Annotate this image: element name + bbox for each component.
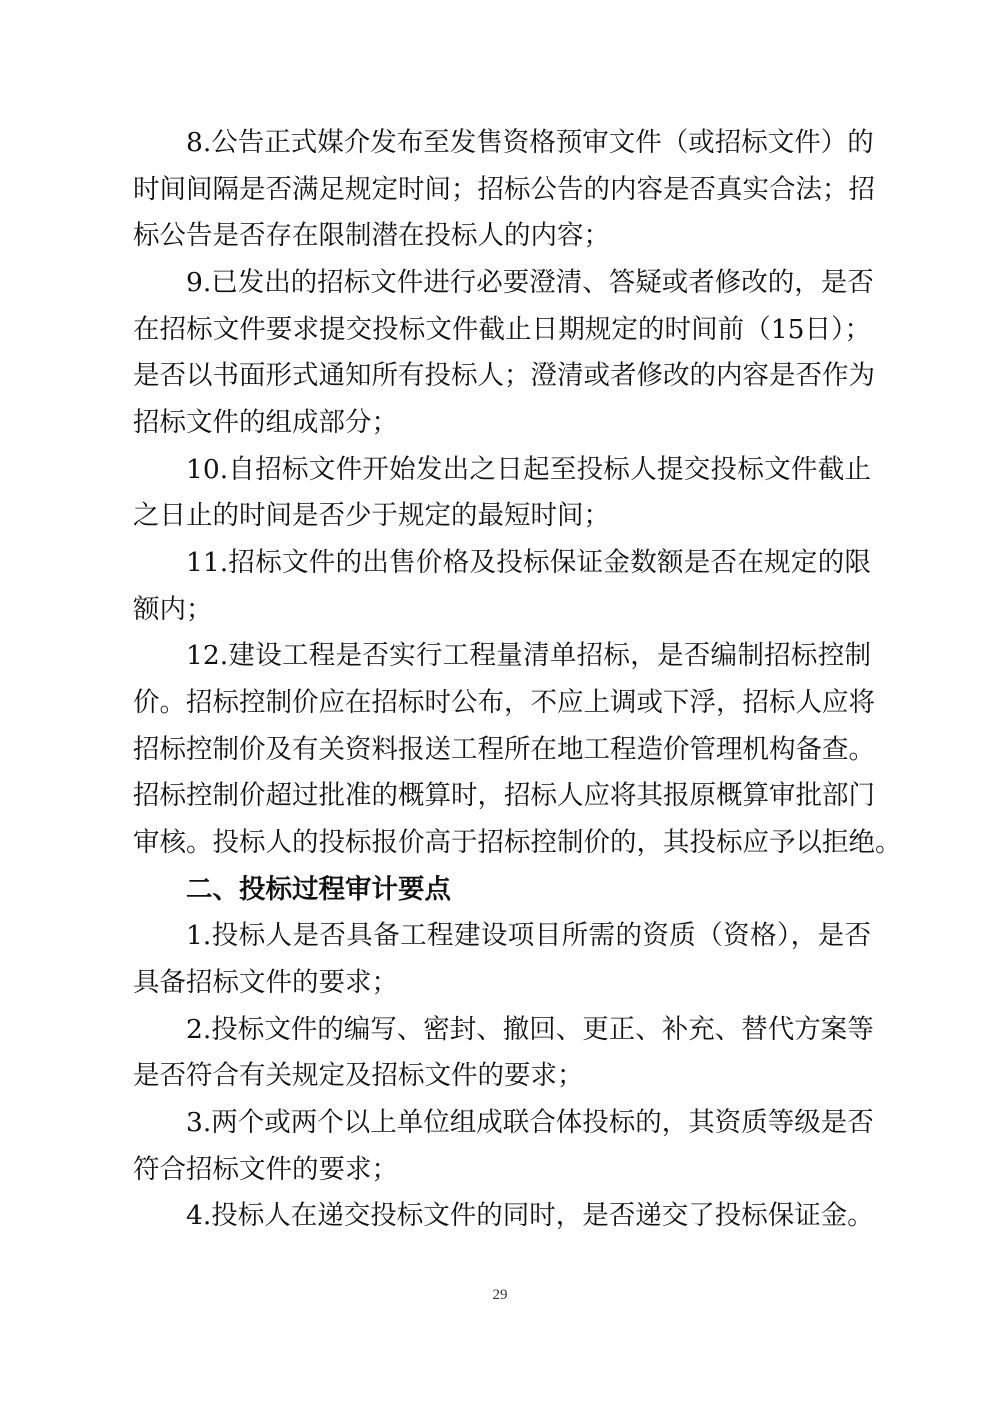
- section-heading: 二、投标过程审计要点: [186, 874, 451, 905]
- item-10-line-1: 10.自招标文件开始发出之日起至投标人提交投标文件截止: [186, 454, 871, 485]
- item-9-line-2: 在招标文件要求提交投标文件截止日期规定的时间前（15日）；: [133, 314, 871, 345]
- item-9-line-4: 招标文件的组成部分；: [133, 407, 398, 438]
- item-9-line-3: 是否以书面形式通知所有投标人；澄清或者修改的内容是否作为: [133, 360, 875, 391]
- item-8-line-1: 8.公告正式媒介发布至发售资格预审文件（或招标文件）的: [186, 127, 874, 158]
- bid-item-3-line-1: 3.两个或两个以上单位组成联合体投标的，其资质等级是否: [186, 1107, 874, 1138]
- item-12-line-4: 招标控制价超过批准的概算时，招标人应将其报原概算审批部门: [133, 780, 875, 811]
- item-8-line-2: 时间间隔是否满足规定时间；招标公告的内容是否真实合法；招: [133, 174, 875, 205]
- item-8-line-3: 标公告是否存在限制潜在投标人的内容；: [133, 220, 610, 251]
- item-11-line-2: 额内；: [133, 594, 213, 625]
- item-10-line-2: 之日止的时间是否少于规定的最短时间；: [133, 500, 610, 531]
- item-12-line-1: 12.建设工程是否实行工程量清单招标，是否编制招标控制: [186, 640, 871, 671]
- bid-item-4-line-1: 4.投标人在递交投标文件的同时，是否递交了投标保证金。: [186, 1200, 874, 1231]
- bid-item-2-line-2: 是否符合有关规定及招标文件的要求；: [133, 1060, 584, 1091]
- bid-item-2-line-1: 2.投标文件的编写、密封、撤回、更正、补充、替代方案等: [186, 1014, 874, 1045]
- bid-item-1-line-1: 1.投标人是否具备工程建设项目所需的资质（资格），是否: [186, 920, 871, 951]
- item-12-line-3: 招标控制价及有关资料报送工程所在地工程造价管理机构备查。: [133, 734, 875, 765]
- item-9-line-1: 9.已发出的招标文件进行必要澄清、答疑或者修改的，是否: [186, 267, 874, 298]
- page-number: 29: [492, 1287, 508, 1303]
- bid-item-3-line-2: 符合招标文件的要求；: [133, 1154, 398, 1185]
- item-11-line-1: 11.招标文件的出售价格及投标保证金数额是否在规定的限: [186, 547, 871, 578]
- item-12-line-2: 价。招标控制价应在招标时公布，不应上调或下浮，招标人应将: [133, 687, 875, 718]
- bid-item-1-line-2: 具备招标文件的要求；: [133, 967, 398, 998]
- item-12-line-5: 审核。投标人的投标报价高于招标控制价的，其投标应予以拒绝。: [133, 827, 902, 858]
